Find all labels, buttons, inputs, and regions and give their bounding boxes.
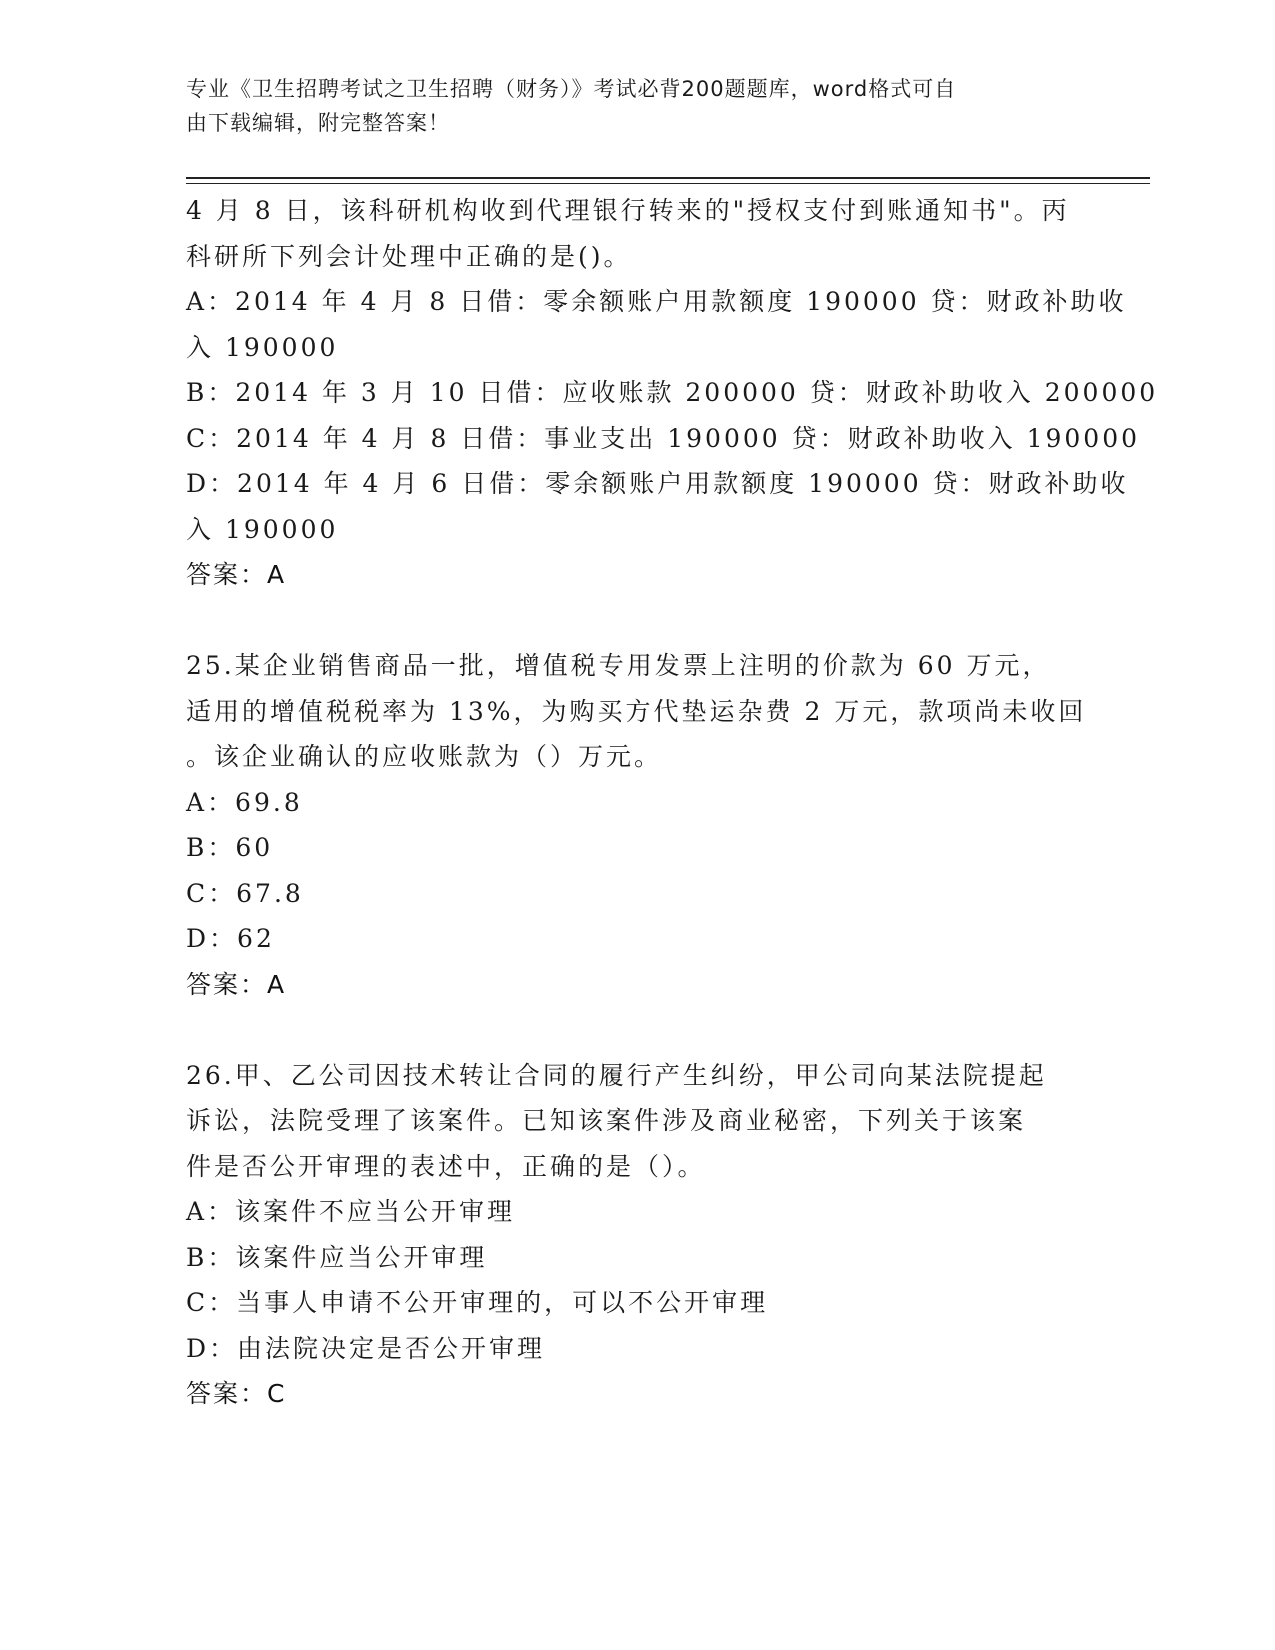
question-stem: 26.甲、乙公司因技术转让合同的履行产生纠纷，甲公司向某法院提起 bbox=[186, 1060, 1047, 1090]
option-b: B：60 bbox=[186, 833, 274, 862]
question-stem: 4 月 8 日，该科研机构收到代理银行转来的"授权支付到账通知书"。丙 bbox=[186, 196, 1070, 225]
option-d: D：由法院决定是否公开审理 bbox=[186, 1333, 546, 1363]
question-24 bbox=[186, 188, 1159, 598]
option-d-continued: 入 190000 bbox=[186, 514, 339, 544]
question-26 bbox=[186, 1053, 1086, 1417]
answer: 答案：A bbox=[186, 969, 287, 999]
option-c: C：2014 年 4 月 8 日借：事业支出 190000 贷：财政补助收入 190000 bbox=[186, 423, 1141, 453]
header-title-line-2: 由下载编辑，附完整答案！ bbox=[186, 111, 450, 135]
option-b: B：2014 年 3 月 10 日借：应收账款 200000 贷：财政补助收入 200000 bbox=[186, 378, 1159, 407]
header-title-line-1: 专业《卫生招聘考试之卫生招聘（财务）》考试必背200题题库，word格式可自 bbox=[186, 77, 957, 101]
option-d: D：62 bbox=[186, 924, 275, 953]
option-d: D：2014 年 4 月 6 日借：零余额账户用款额度 190000 贷：财政补助收 bbox=[186, 469, 1129, 498]
question-spacer bbox=[186, 598, 1086, 644]
question-list bbox=[186, 188, 1159, 1417]
option-c: C：当事人申请不公开审理的，可以不公开审理 bbox=[186, 1288, 769, 1317]
question-stem: 适用的增值税税率为 13%，为购买方代垫运杂费 2 万元，款项尚未收回 bbox=[186, 696, 1087, 726]
option-a: A：69.8 bbox=[186, 787, 303, 817]
option-b: B：该案件应当公开审理 bbox=[186, 1242, 488, 1272]
question-25 bbox=[186, 643, 1086, 1007]
option-a-continued: 入 190000 bbox=[186, 332, 339, 362]
question-stem: 诉讼，法院受理了该案件。已知该案件涉及商业秘密，下列关于该案 bbox=[186, 1106, 1027, 1135]
option-c: C：67.8 bbox=[186, 878, 304, 908]
header-divider-thin bbox=[186, 183, 1150, 184]
question-stem: 科研所下列会计处理中正确的是()。 bbox=[186, 241, 632, 271]
answer: 答案：C bbox=[186, 1379, 287, 1408]
question-stem: 25.某企业销售商品一批，增值税专用发票上注明的价款为 60 万元， bbox=[186, 651, 1051, 680]
header-divider-thick bbox=[186, 177, 1150, 179]
document-header bbox=[186, 72, 1066, 140]
question-stem: 件是否公开审理的表述中，正确的是（）。 bbox=[186, 1151, 706, 1181]
answer: 答案：A bbox=[186, 560, 287, 589]
question-spacer bbox=[186, 1007, 1086, 1053]
option-a: A：2014 年 4 月 8 日借：零余额账户用款额度 190000 贷：财政补助收 bbox=[186, 287, 1127, 316]
option-a: A：该案件不应当公开审理 bbox=[186, 1197, 516, 1226]
question-stem: 。该企业确认的应收账款为（）万元。 bbox=[186, 742, 663, 771]
